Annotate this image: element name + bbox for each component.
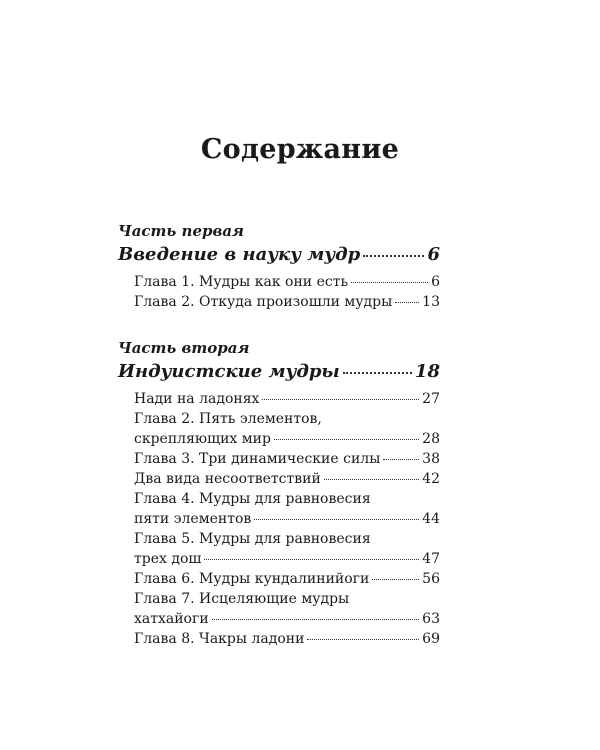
part-label: Часть первая (118, 222, 244, 240)
entry-title: пяти элементов (134, 511, 252, 527)
section-title: Введение в науку мудр (118, 244, 361, 265)
dot-leader (274, 439, 419, 440)
dot-leader (343, 372, 412, 374)
dot-leader (395, 302, 419, 303)
entry-title: скрепляющих мир (134, 431, 271, 447)
entry-title: Нади на ладонях (134, 391, 260, 407)
page-number: 6 (431, 274, 440, 290)
page-number: 27 (422, 391, 440, 407)
page-number: 28 (422, 431, 440, 447)
entry-title: Глава 2. Откуда произошли мудры (134, 294, 393, 310)
dot-leader (324, 479, 419, 480)
page-number: 6 (427, 244, 440, 265)
toc-part-2 (118, 337, 440, 649)
entry-title: Глава 8. Чакры ладони (134, 631, 305, 647)
dot-leader (363, 255, 424, 257)
entry-title: Глава 6. Мудры кундалинийоги (134, 571, 370, 587)
dot-leader (307, 639, 419, 640)
toc-entry[interactable] (134, 389, 440, 409)
toc-entry[interactable] (134, 272, 440, 292)
page-number: 18 (414, 361, 440, 382)
dot-leader (351, 282, 428, 283)
toc-entry[interactable] (134, 469, 440, 489)
dot-leader (383, 459, 419, 460)
page-number: 44 (422, 511, 440, 527)
entry-title: Два вида несоответствий (134, 471, 321, 487)
dot-leader (262, 399, 419, 400)
entry-title: Глава 3. Три динамические силы (134, 451, 381, 467)
dot-leader (372, 579, 419, 580)
toc-entry[interactable] (134, 629, 440, 649)
entry-title-line: Глава 4. Мудры для равновесия (134, 491, 371, 507)
page-number: 63 (422, 611, 440, 627)
entry-title: Глава 1. Мудры как они есть (134, 274, 349, 290)
entry-title-line: Глава 2. Пять элементов, (134, 411, 322, 427)
page-number: 38 (422, 451, 440, 467)
dot-leader (204, 559, 419, 560)
toc-section-title[interactable] (118, 359, 440, 385)
toc-entry[interactable] (134, 292, 440, 312)
entry-title-line: Глава 7. Исцеляющие мудры (134, 591, 350, 607)
entry-title-line: Глава 5. Мудры для равновесия (134, 531, 371, 547)
toc-entry[interactable] (134, 449, 440, 469)
page-title: Содержание (200, 134, 400, 165)
toc-entry[interactable] (134, 569, 440, 589)
page-number: 69 (422, 631, 440, 647)
toc-section-title[interactable] (118, 242, 440, 268)
dot-leader (254, 519, 419, 520)
toc-part-1 (118, 220, 440, 312)
toc-entry[interactable] (134, 429, 440, 449)
dot-leader (212, 619, 420, 620)
part-label: Часть вторая (118, 339, 250, 357)
page-number: 13 (422, 294, 440, 310)
toc-entry[interactable] (134, 549, 440, 569)
toc-entry[interactable] (134, 609, 440, 629)
section-title: Индуистские мудры (118, 361, 340, 382)
page-number: 42 (422, 471, 440, 487)
toc-entry[interactable] (134, 509, 440, 529)
page-number: 56 (422, 571, 440, 587)
entry-title: трех дош (134, 551, 202, 567)
entry-title: хатхайоги (134, 611, 209, 627)
page-number: 47 (422, 551, 440, 567)
